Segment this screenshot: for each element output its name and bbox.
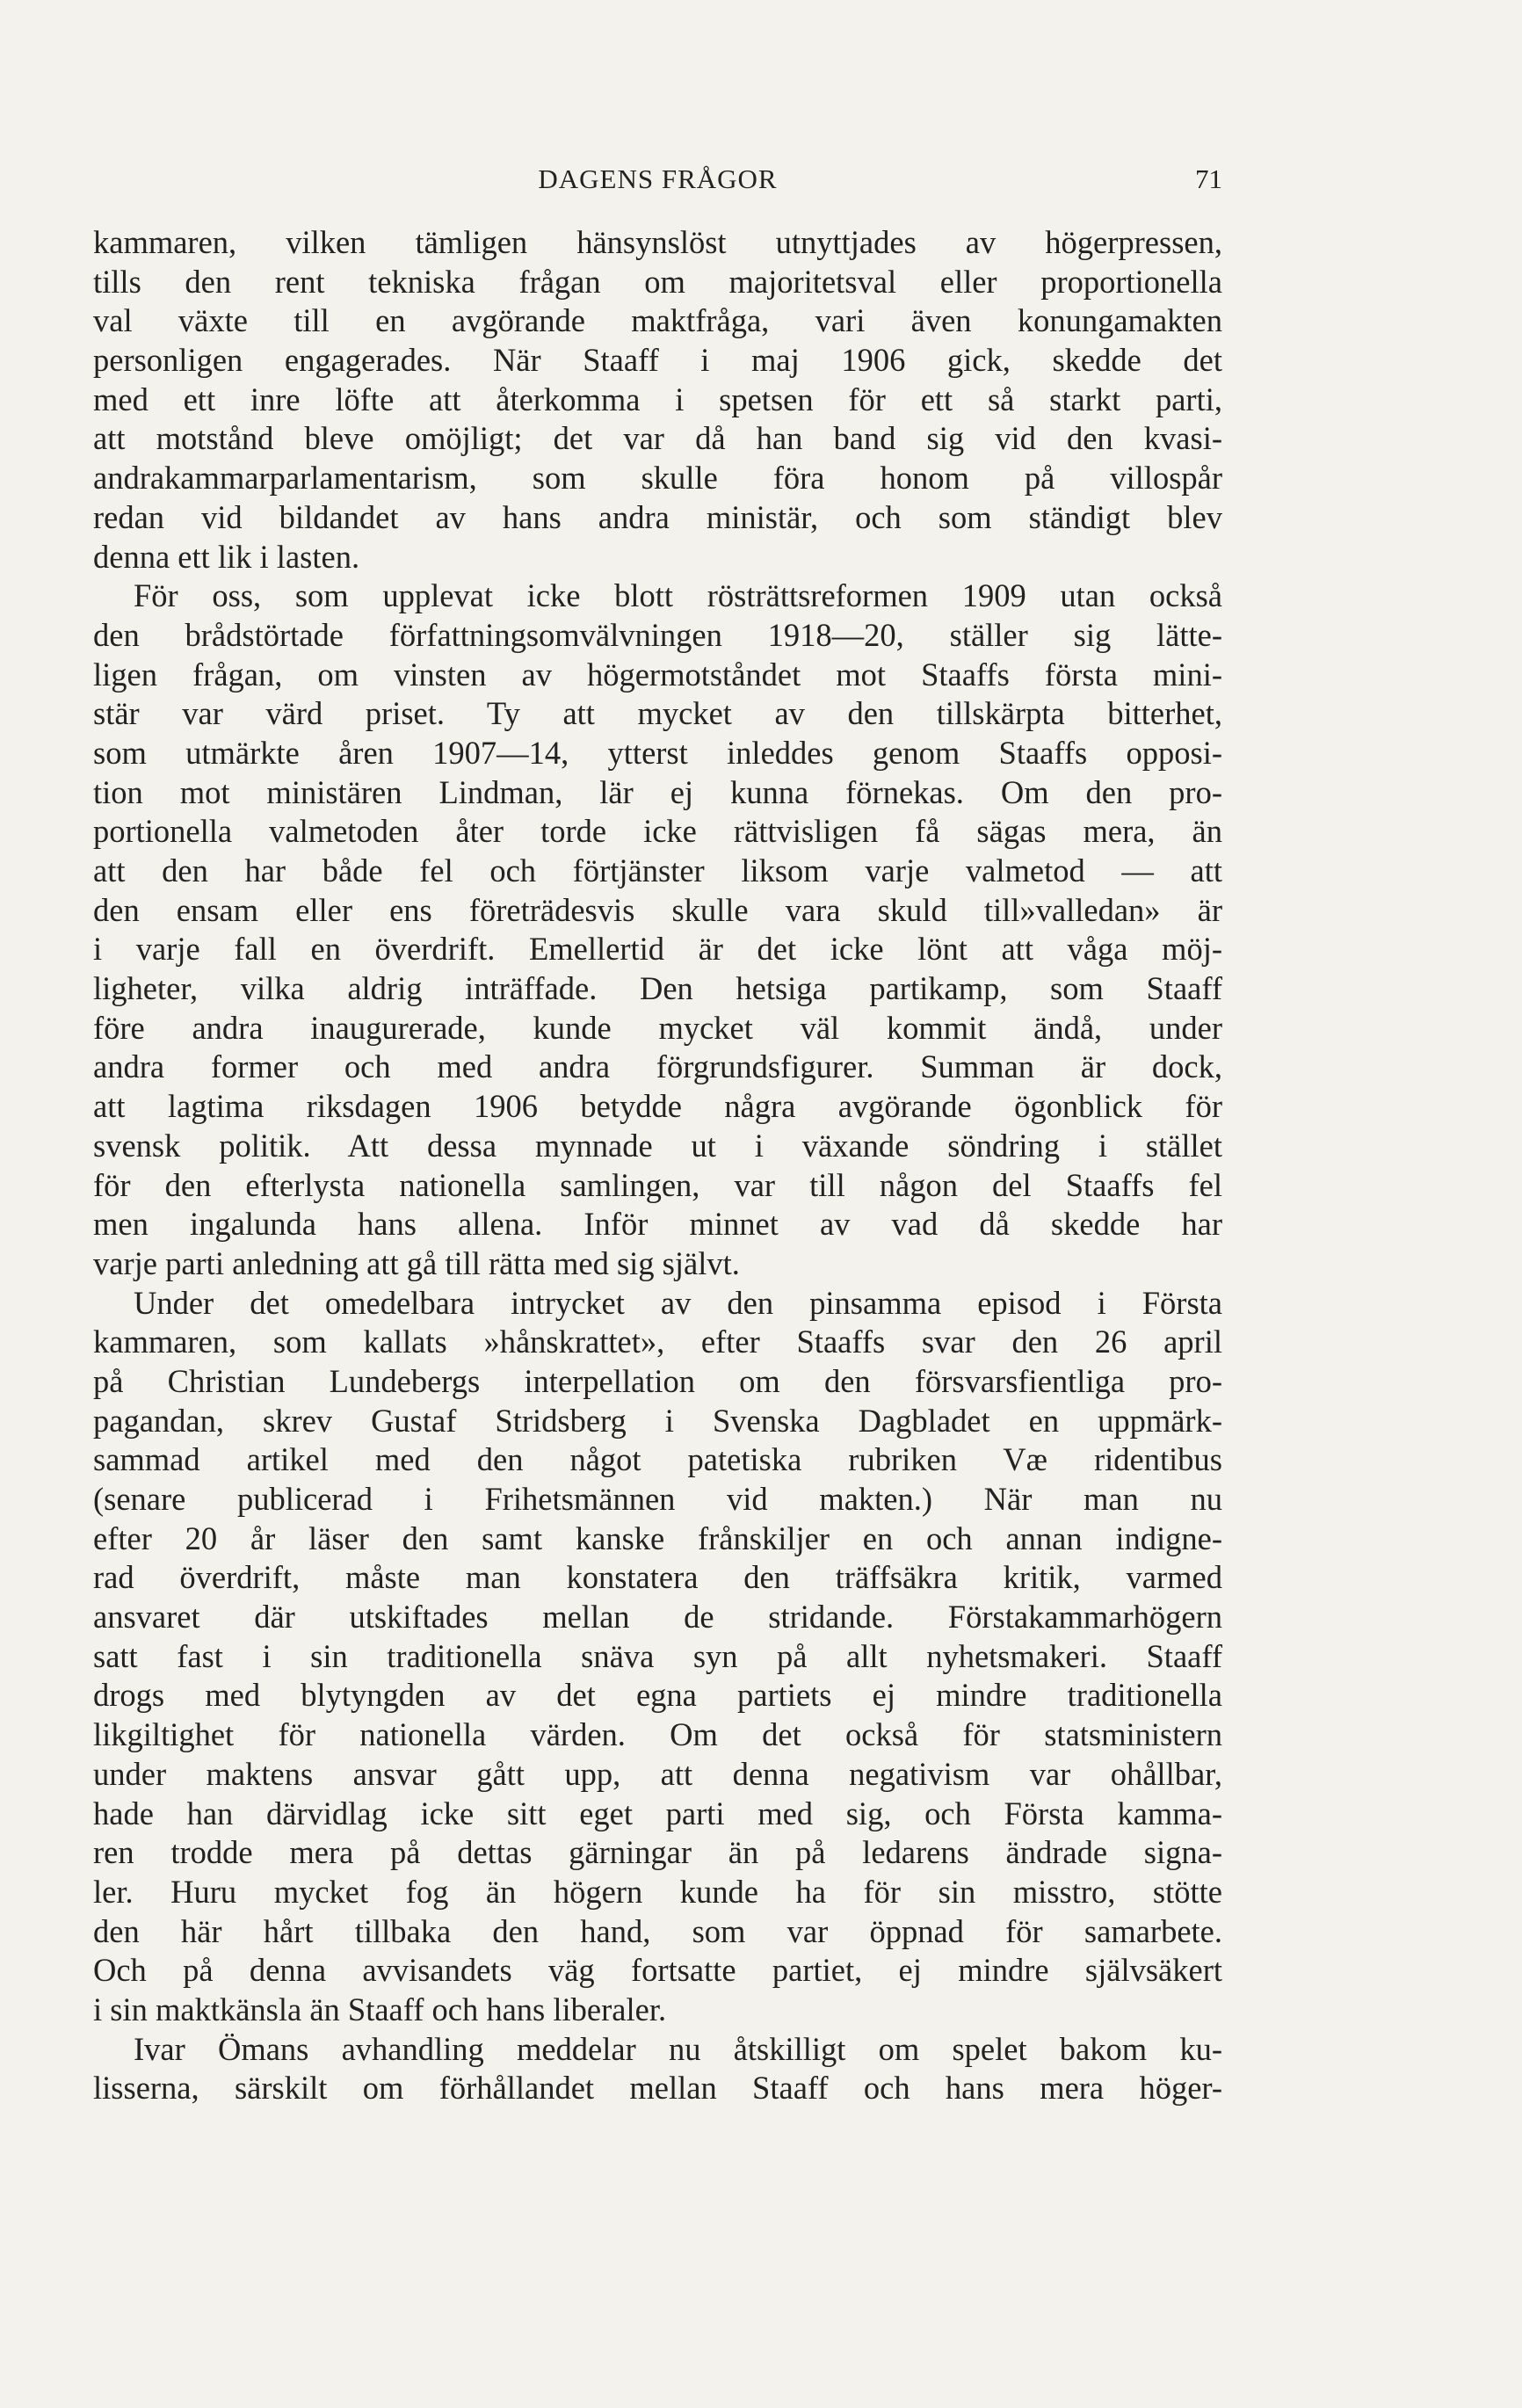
text-line: den ensam eller ens företrädesvis skulle vara skuld till»valledan» är xyxy=(93,891,1222,928)
text-line: redan vid bildandet av hans andra ministär, och som ständigt blev xyxy=(93,498,1222,535)
text-line: kammaren, vilken tämligen hänsynslöst utnyttjades av högerpressen, xyxy=(93,224,1222,260)
text-line: portionella valmetoden åter torde icke rättvisligen få sägas mera, än xyxy=(93,813,1222,850)
text-line: sammad artikel med den något patetiska rubriken Væ ridentibus xyxy=(93,1441,1222,1478)
text-line: lisserna, särskilt om förhållandet mellan Staaff och hans mera höger- xyxy=(93,2070,1222,2107)
text-line: men ingalunda hans allena. Inför minnet av vad då skedde har xyxy=(93,1206,1222,1243)
text-line: att den har både fel och förtjänster liksom varje valmetod — att xyxy=(93,852,1222,888)
text-line: varje parti anledning att gå till rätta med sig självt. xyxy=(93,1244,740,1281)
text-line: ligheter, vilka aldrig inträffade. Den hetsiga partikamp, som Staaff xyxy=(93,970,1222,1007)
running-title: DAGENS FRÅGOR xyxy=(538,163,778,194)
text-line: före andra inaugurerade, kunde mycket väl kommit ändå, under xyxy=(93,1009,1222,1046)
text-line: efter 20 år läser den samt kanske frånskiljer en och annan indigne- xyxy=(93,1520,1222,1556)
text-line: svensk politik. Att dessa mynnade ut i växande söndring i stället xyxy=(93,1127,1222,1164)
text-line: för den efterlysta nationella samlingen, var till någon del Staaffs fel xyxy=(93,1166,1222,1203)
text-line: andra former och med andra förgrundsfigurer. Summan är dock, xyxy=(93,1048,1222,1085)
text-line: att lagtima riksdagen 1906 betydde några avgörande ögonblick för xyxy=(93,1088,1222,1125)
page-header xyxy=(93,163,1222,209)
text-line: denna ett lik i lasten. xyxy=(93,538,360,575)
text-line: att motstånd bleve omöjligt; det var då han band sig vid den kvasi- xyxy=(93,420,1222,457)
text-line: den brådstörtade författningsomvälvningen 1918—20, ställer sig lätte- xyxy=(93,616,1222,653)
text-line: För oss, som upplevat icke blott rösträttsreformen 1909 utan också xyxy=(134,577,1222,614)
text-line: Ivar Ömans avhandling meddelar nu åtskilligt om spelet bakom ku- xyxy=(134,2030,1222,2067)
text-line: ansvaret där utskiftades mellan de stridande. Förstakammarhögern xyxy=(93,1599,1222,1636)
text-line: hade han därvidlag icke sitt eget parti med sig, och Första kamma- xyxy=(93,1795,1222,1831)
text-line: i varje fall en överdrift. Emellertid är det icke lönt att våga möj- xyxy=(93,931,1222,968)
text-line: (senare publicerad i Frihetsmännen vid makten.) När man nu xyxy=(93,1481,1222,1517)
text-line: likgiltighet för nationella värden. Om det också för statsministern xyxy=(93,1716,1222,1753)
text-line: ren trodde mera på dettas gärningar än på ledarens ändrade signa- xyxy=(93,1834,1222,1871)
text-line: stär var värd priset. Ty att mycket av den tillskärpta bitterhet, xyxy=(93,695,1222,732)
text-line: val växte till en avgörande maktfråga, vari även konungamakten xyxy=(93,302,1222,339)
text-line: satt fast i sin traditionella snäva syn på allt nyhetsmakeri. Staaff xyxy=(93,1637,1222,1674)
text-line: rad överdrift, måste man konstatera den träffsäkra kritik, varmed xyxy=(93,1559,1222,1596)
text-line: i sin maktkänsla än Staaff och hans liberaler. xyxy=(93,1991,667,2027)
page-number: 71 xyxy=(1195,163,1222,194)
text-line: tion mot ministären Lindman, lär ej kunna förnekas. Om den pro- xyxy=(93,773,1222,810)
text-line: på Christian Lundebergs interpellation om den försvarsfientliga pro- xyxy=(93,1362,1222,1399)
text-line: drogs med blytyngden av det egna partiets ej mindre traditionella xyxy=(93,1677,1222,1714)
text-line: ligen frågan, om vinsten av högermotståndet mot Staaffs första mini- xyxy=(93,656,1222,693)
text-line: ler. Huru mycket fog än högern kunde ha för sin misstro, stötte xyxy=(93,1873,1222,1910)
text-line: pagandan, skrev Gustaf Stridsberg i Svenska Dagbladet en uppmärk- xyxy=(93,1402,1222,1439)
text-line: som utmärkte åren 1907—14, ytterst inleddes genom Staaffs opposi- xyxy=(93,734,1222,771)
text-line: med ett inre löfte att återkomma i spetsen för ett så starkt parti, xyxy=(93,381,1222,417)
text-line: den här hårt tillbaka den hand, som var öppnad för samarbete. xyxy=(93,1912,1222,1949)
text-line: tills den rent tekniska frågan om majoritetsval eller proportionella xyxy=(93,263,1222,300)
text-line: andrakammarparlamentarism, som skulle föra honom på villospår xyxy=(93,460,1222,497)
text-line: under maktens ansvar gått upp, att denna negativism var ohållbar, xyxy=(93,1755,1222,1792)
text-line: Och på denna avvisandets väg fortsatte partiet, ej mindre självsäkert xyxy=(93,1952,1222,1989)
text-line: kammaren, som kallats »hånskrattet», efter Staaffs svar den 26 april xyxy=(93,1324,1222,1360)
body-text xyxy=(93,223,1222,2108)
text-line: Under det omedelbara intrycket av den pinsamma episod i Första xyxy=(134,1284,1222,1321)
text-line: personligen engagerades. När Staaff i maj 1906 gick, skedde det xyxy=(93,342,1222,379)
